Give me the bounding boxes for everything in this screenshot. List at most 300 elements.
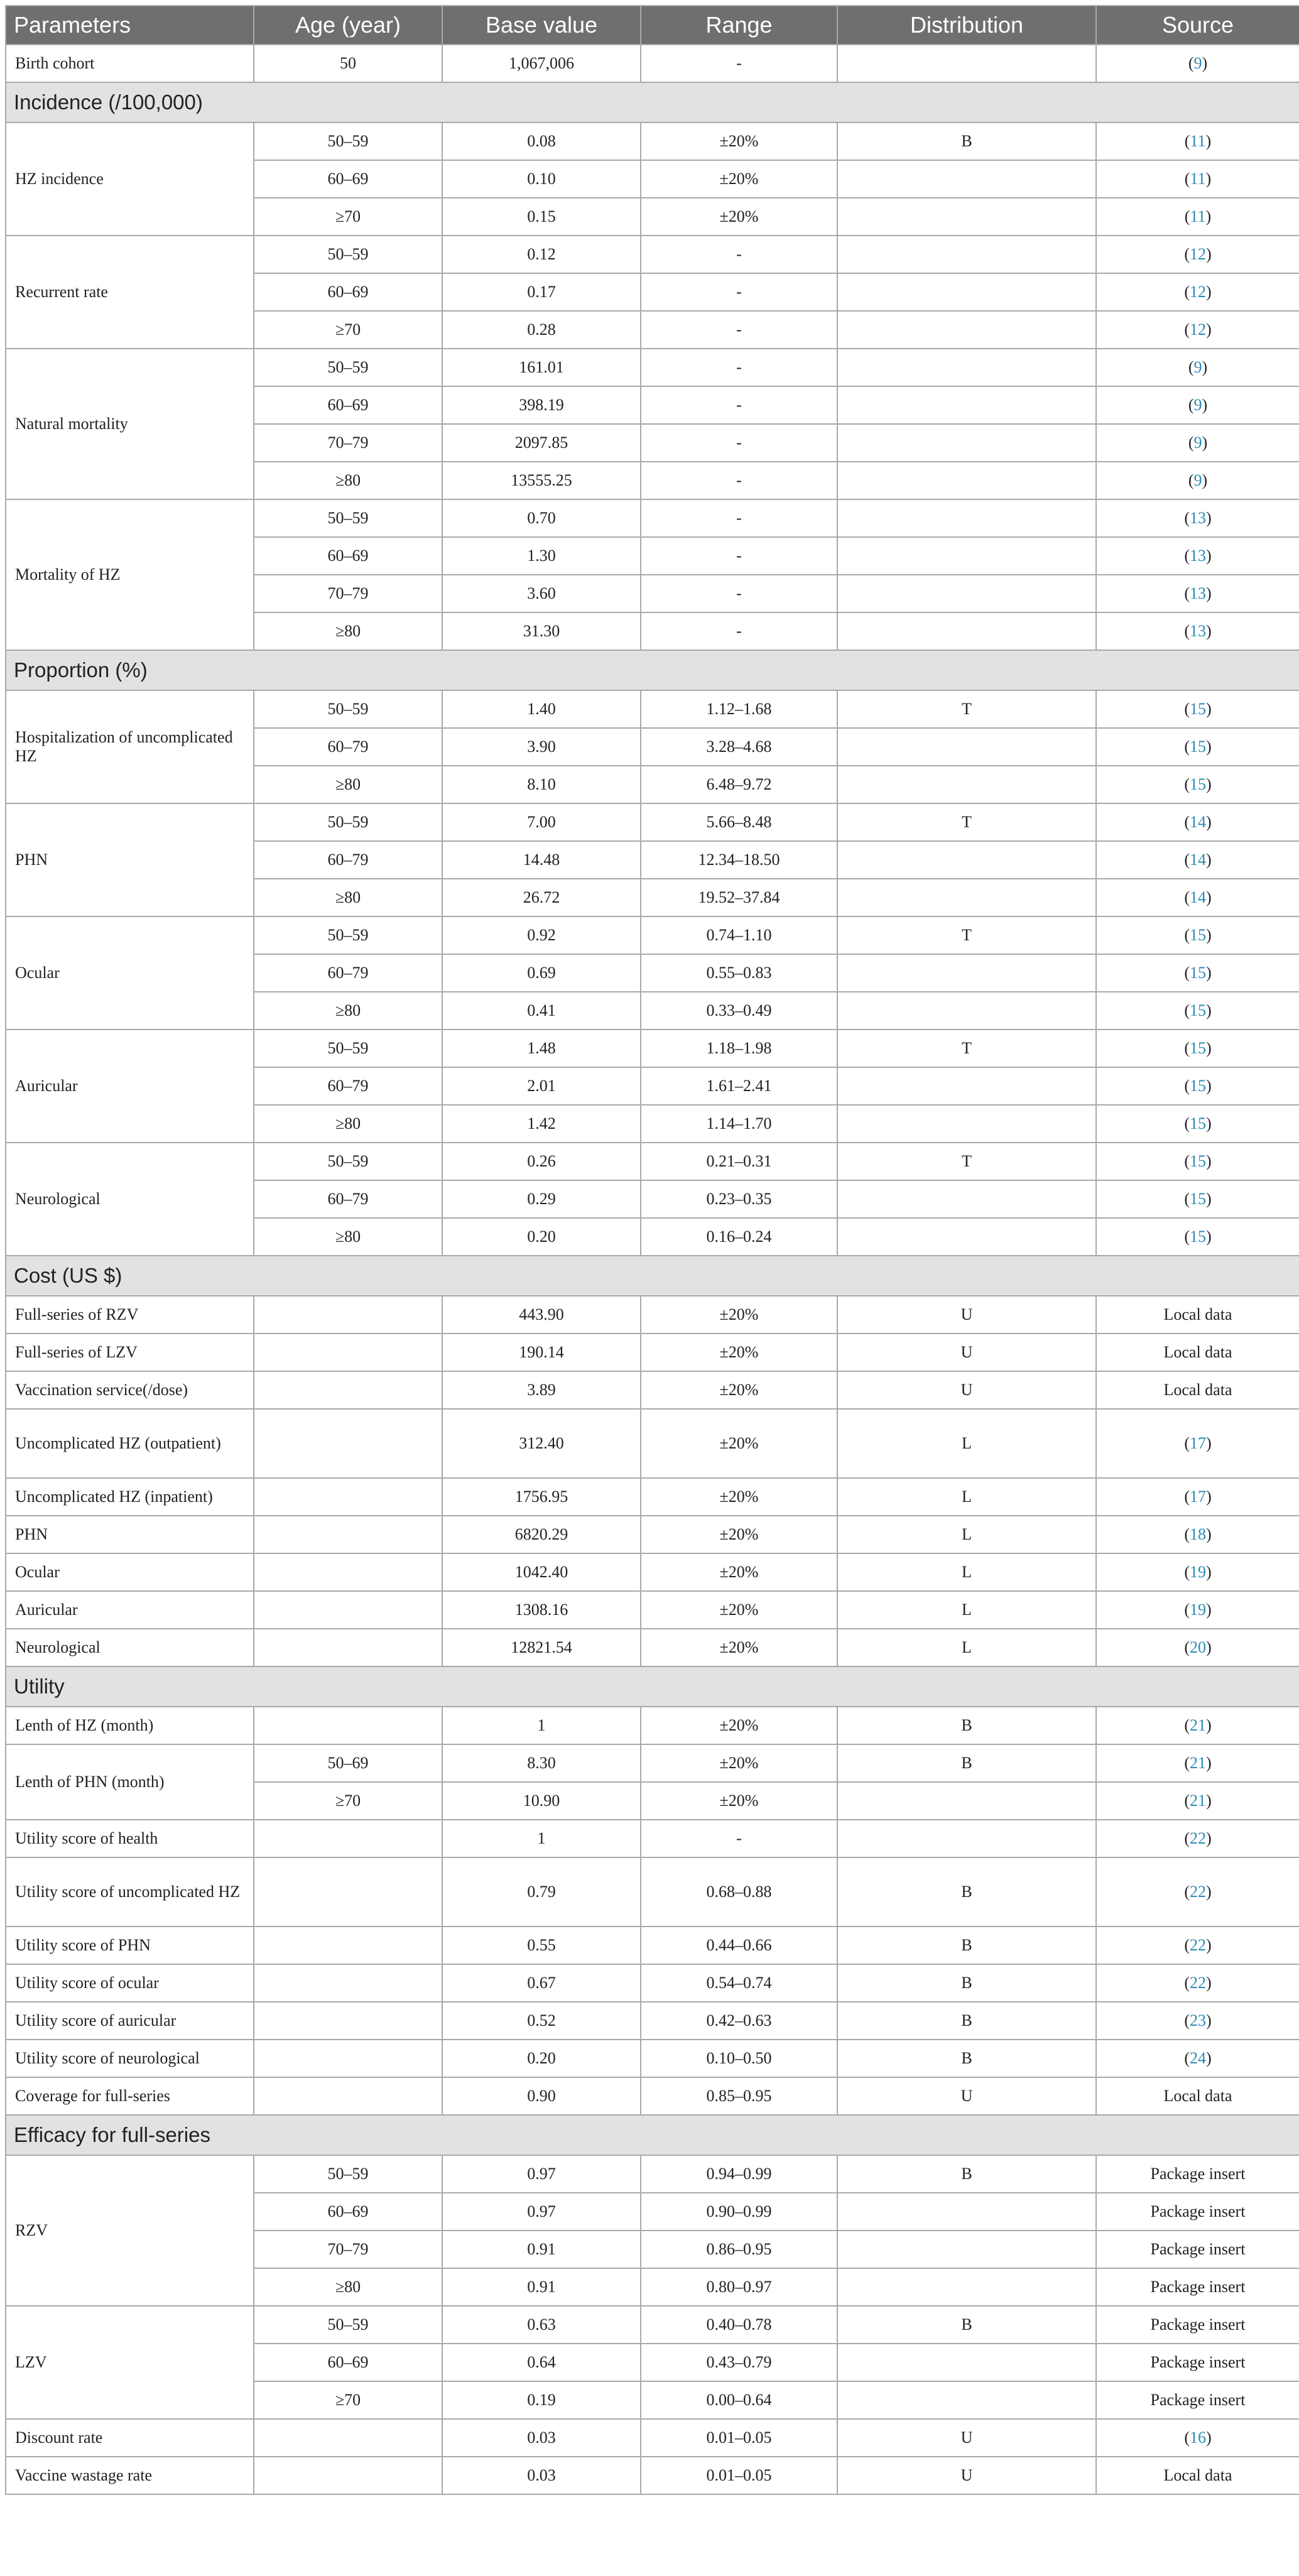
reference-link[interactable]: 9 (1193, 433, 1202, 452)
base-value-cell: 0.20 (442, 1218, 641, 1256)
range-cell: 0.80–0.97 (641, 2268, 837, 2306)
parameter-cell: Uncomplicated HZ (outpatient) (6, 1409, 254, 1478)
age-cell: 50–69 (254, 1744, 442, 1782)
table-row (6, 1629, 1299, 1666)
reference-link[interactable]: 14 (1190, 888, 1206, 906)
base-value-cell: 0.19 (442, 2381, 641, 2419)
source-cell: (9) (1096, 424, 1299, 462)
age-cell: 60–79 (254, 1067, 442, 1105)
source-cell: (19) (1096, 1553, 1299, 1591)
source-cell: Package insert (1096, 2381, 1299, 2419)
distribution-cell: U (837, 1334, 1096, 1371)
distribution-cell: L (837, 1591, 1096, 1629)
table-row (6, 1030, 1299, 1067)
source-cell: (17) (1096, 1478, 1299, 1516)
header-parameters: Parameters (6, 6, 254, 45)
base-value-cell: 0.91 (442, 2268, 641, 2306)
table-row (6, 1143, 1299, 1180)
range-cell: 0.90–0.99 (641, 2193, 837, 2231)
distribution-cell (837, 499, 1096, 537)
age-cell: ≥80 (254, 462, 442, 499)
source-cell: (22) (1096, 1927, 1299, 1964)
range-cell: ±20% (641, 1296, 837, 1334)
base-value-cell: 0.52 (442, 2002, 641, 2040)
section-header-row (6, 1256, 1299, 1296)
distribution-cell (837, 1218, 1096, 1256)
reference-link[interactable]: 9 (1193, 396, 1202, 414)
distribution-cell (837, 311, 1096, 349)
age-cell: 60–69 (254, 386, 442, 424)
range-cell: 0.10–0.50 (641, 2040, 837, 2077)
age-cell: ≥80 (254, 879, 442, 916)
age-cell: 60–79 (254, 1180, 442, 1218)
base-value-cell: 8.10 (442, 766, 641, 803)
distribution-cell (837, 236, 1096, 273)
parameter-cell: Recurrent rate (6, 236, 254, 349)
range-cell: 0.43–0.79 (641, 2344, 837, 2381)
table-row (6, 1553, 1299, 1591)
reference-link[interactable]: 12 (1190, 283, 1206, 301)
reference-link[interactable]: 15 (1190, 1152, 1206, 1170)
source-cell: (9) (1096, 386, 1299, 424)
source-cell: Package insert (1096, 2231, 1299, 2268)
table-row (6, 2040, 1299, 2077)
reference-link[interactable]: 11 (1190, 207, 1206, 226)
table-row (6, 499, 1299, 537)
source-cell: (20) (1096, 1629, 1299, 1666)
table-row (6, 2457, 1299, 2494)
section-label: Efficacy for full-series (6, 2115, 1299, 2155)
table-row (6, 2306, 1299, 2344)
range-cell: ±20% (641, 1371, 837, 1409)
age-cell: 50–59 (254, 916, 442, 954)
reference-link[interactable]: 12 (1190, 320, 1206, 339)
base-value-cell: 0.26 (442, 1143, 641, 1180)
source-cell: (15) (1096, 728, 1299, 766)
table-row (6, 1296, 1299, 1334)
source-cell: (15) (1096, 992, 1299, 1030)
reference-link[interactable]: 15 (1190, 1190, 1206, 1208)
source-cell: Package insert (1096, 2268, 1299, 2306)
range-cell: 6.48–9.72 (641, 766, 837, 803)
range-cell: - (641, 537, 837, 575)
range-cell: ±20% (641, 1591, 837, 1629)
range-cell: - (641, 499, 837, 537)
source-cell: (15) (1096, 916, 1299, 954)
reference-link[interactable]: 16 (1190, 2428, 1206, 2447)
parameter-cell: Uncomplicated HZ (inpatient) (6, 1478, 254, 1516)
parameter-cell: Ocular (6, 916, 254, 1030)
base-value-cell: 0.91 (442, 2231, 641, 2268)
reference-link[interactable]: 15 (1190, 926, 1206, 944)
age-cell: ≥80 (254, 2268, 442, 2306)
distribution-cell: U (837, 2077, 1096, 2115)
reference-link[interactable]: 23 (1190, 2011, 1206, 2030)
reference-link[interactable]: 13 (1190, 584, 1206, 602)
reference-link[interactable]: 19 (1190, 1600, 1206, 1619)
source-cell: Package insert (1096, 2155, 1299, 2193)
age-cell: ≥80 (254, 612, 442, 650)
distribution-cell: U (837, 1371, 1096, 1409)
section-label: Cost (US $) (6, 1256, 1299, 1296)
reference-link[interactable]: 14 (1190, 813, 1206, 831)
base-value-cell: 0.97 (442, 2193, 641, 2231)
distribution-cell: L (837, 1516, 1096, 1553)
distribution-cell (837, 1782, 1096, 1820)
parameter-cell: Mortality of HZ (6, 499, 254, 650)
reference-link[interactable]: 15 (1190, 1227, 1206, 1246)
distribution-cell (837, 954, 1096, 992)
range-cell: - (641, 311, 837, 349)
source-cell: (15) (1096, 1180, 1299, 1218)
reference-link[interactable]: 22 (1190, 1974, 1206, 1992)
distribution-cell (837, 1105, 1096, 1143)
reference-link[interactable]: 15 (1190, 1039, 1206, 1057)
range-cell: 0.21–0.31 (641, 1143, 837, 1180)
parameter-cell: Utility score of uncomplicated HZ (6, 1857, 254, 1927)
base-value-cell: 0.10 (442, 160, 641, 198)
distribution-cell: T (837, 803, 1096, 841)
distribution-cell: B (837, 1707, 1096, 1744)
source-cell: (15) (1096, 1105, 1299, 1143)
distribution-cell: B (837, 1857, 1096, 1927)
base-value-cell: 1042.40 (442, 1553, 641, 1591)
source-cell: (13) (1096, 499, 1299, 537)
source-cell: (15) (1096, 1030, 1299, 1067)
reference-link[interactable]: 15 (1190, 1077, 1206, 1095)
range-cell: 1.12–1.68 (641, 690, 837, 728)
reference-link[interactable]: 24 (1190, 2049, 1206, 2067)
age-cell (254, 2457, 442, 2494)
age-cell (254, 1927, 442, 1964)
range-cell: 0.01–0.05 (641, 2419, 837, 2457)
table-row (6, 2155, 1299, 2193)
age-cell: ≥80 (254, 1218, 442, 1256)
header-distribution: Distribution (837, 6, 1096, 45)
table-row (6, 1591, 1299, 1629)
base-value-cell: 0.67 (442, 1964, 641, 2002)
parameter-cell: Utility score of neurological (6, 2040, 254, 2077)
section-header-row (6, 1666, 1299, 1707)
age-cell: 50–59 (254, 1143, 442, 1180)
reference-link[interactable]: 9 (1193, 54, 1202, 72)
header-source: Source (1096, 6, 1299, 45)
distribution-cell (837, 160, 1096, 198)
table-row (6, 1371, 1299, 1409)
parameter-cell: Vaccination service(/dose) (6, 1371, 254, 1409)
source-cell: Package insert (1096, 2193, 1299, 2231)
section-label: Incidence (/100,000) (6, 82, 1299, 122)
table-row (6, 2002, 1299, 2040)
reference-link[interactable]: 9 (1193, 471, 1202, 489)
age-cell: 60–79 (254, 954, 442, 992)
table-row (6, 1334, 1299, 1371)
distribution-cell: L (837, 1629, 1096, 1666)
source-cell: (11) (1096, 160, 1299, 198)
source-cell: (18) (1096, 1516, 1299, 1553)
distribution-cell: L (837, 1409, 1096, 1478)
base-value-cell: 3.89 (442, 1371, 641, 1409)
source-cell: (14) (1096, 879, 1299, 916)
distribution-cell (837, 879, 1096, 916)
reference-link[interactable]: 21 (1190, 1716, 1206, 1734)
table-row (6, 1707, 1299, 1744)
reference-link[interactable]: 18 (1190, 1525, 1206, 1543)
range-cell: ±20% (641, 1744, 837, 1782)
base-value-cell: 0.64 (442, 2344, 641, 2381)
section-header-row (6, 2115, 1299, 2155)
base-value-cell: 0.15 (442, 198, 641, 236)
reference-link[interactable]: 15 (1190, 1114, 1206, 1133)
range-cell: 3.28–4.68 (641, 728, 837, 766)
header-age: Age (year) (254, 6, 442, 45)
parameter-cell: Utility score of health (6, 1820, 254, 1857)
source-cell: (22) (1096, 1857, 1299, 1927)
distribution-cell: U (837, 1296, 1096, 1334)
reference-link[interactable]: 13 (1190, 546, 1206, 565)
reference-link[interactable]: 20 (1190, 1638, 1206, 1656)
source-cell: Local data (1096, 2457, 1299, 2494)
range-cell: 0.55–0.83 (641, 954, 837, 992)
base-value-cell: 0.41 (442, 992, 641, 1030)
distribution-cell (837, 537, 1096, 575)
range-cell: 1.18–1.98 (641, 1030, 837, 1067)
distribution-cell (837, 2344, 1096, 2381)
range-cell: 0.74–1.10 (641, 916, 837, 954)
base-value-cell: 0.29 (442, 1180, 641, 1218)
source-cell: (21) (1096, 1782, 1299, 1820)
table-header-row (6, 6, 1299, 45)
distribution-cell: T (837, 1030, 1096, 1067)
distribution-cell (837, 349, 1096, 386)
age-cell: 60–79 (254, 728, 442, 766)
distribution-cell: T (837, 690, 1096, 728)
table-row (6, 122, 1299, 160)
range-cell: ±20% (641, 160, 837, 198)
table-row (6, 2077, 1299, 2115)
distribution-cell: B (837, 2002, 1096, 2040)
base-value-cell: 2097.85 (442, 424, 641, 462)
reference-link[interactable]: 22 (1190, 1883, 1206, 1901)
range-cell: 0.86–0.95 (641, 2231, 837, 2268)
base-value-cell: 0.08 (442, 122, 641, 160)
range-cell: - (641, 386, 837, 424)
age-cell: ≥70 (254, 2381, 442, 2419)
table-row (6, 916, 1299, 954)
base-value-cell: 0.69 (442, 954, 641, 992)
base-value-cell: 0.03 (442, 2457, 641, 2494)
reference-link[interactable]: 15 (1190, 700, 1206, 718)
reference-link[interactable]: 17 (1190, 1434, 1206, 1452)
reference-link[interactable]: 15 (1190, 737, 1206, 756)
parameter-cell: PHN (6, 1516, 254, 1553)
base-value-cell: 10.90 (442, 1782, 641, 1820)
distribution-cell (837, 424, 1096, 462)
range-cell: 0.16–0.24 (641, 1218, 837, 1256)
section-header-row (6, 82, 1299, 122)
range-cell: - (641, 273, 837, 311)
reference-link[interactable]: 17 (1190, 1487, 1206, 1506)
distribution-cell (837, 273, 1096, 311)
range-cell: ±20% (641, 122, 837, 160)
reference-link[interactable]: 13 (1190, 509, 1206, 527)
distribution-cell (837, 992, 1096, 1030)
reference-link[interactable]: 21 (1190, 1791, 1206, 1810)
range-cell: 1.14–1.70 (641, 1105, 837, 1143)
source-cell: (16) (1096, 2419, 1299, 2457)
distribution-cell (837, 2231, 1096, 2268)
base-value-cell: 1756.95 (442, 1478, 641, 1516)
base-value-cell: 0.20 (442, 2040, 641, 2077)
distribution-cell: L (837, 1553, 1096, 1591)
base-value-cell: 0.90 (442, 2077, 641, 2115)
reference-link[interactable]: 21 (1190, 1754, 1206, 1772)
table-row (6, 1516, 1299, 1553)
base-value-cell: 2.01 (442, 1067, 641, 1105)
source-cell: (13) (1096, 537, 1299, 575)
range-cell: ±20% (641, 1478, 837, 1516)
base-value-cell: 0.17 (442, 273, 641, 311)
range-cell: 0.00–0.64 (641, 2381, 837, 2419)
range-cell: ±20% (641, 198, 837, 236)
reference-link[interactable]: 12 (1190, 245, 1206, 263)
base-value-cell: 1.30 (442, 537, 641, 575)
parameter-cell: Discount rate (6, 2419, 254, 2457)
range-cell: 0.85–0.95 (641, 2077, 837, 2115)
reference-link[interactable]: 15 (1190, 1001, 1206, 1019)
source-cell: (12) (1096, 236, 1299, 273)
range-cell: - (641, 45, 837, 82)
section-label: Utility (6, 1666, 1299, 1707)
range-cell: 12.34–18.50 (641, 841, 837, 879)
age-cell: ≥80 (254, 1105, 442, 1143)
parameter-cell: Birth cohort (6, 45, 254, 82)
base-value-cell: 1.42 (442, 1105, 641, 1143)
distribution-cell (837, 2268, 1096, 2306)
base-value-cell: 0.55 (442, 1927, 641, 1964)
distribution-cell: B (837, 2306, 1096, 2344)
base-value-cell: 12821.54 (442, 1629, 641, 1666)
age-cell (254, 2002, 442, 2040)
source-cell: (13) (1096, 575, 1299, 612)
age-cell: ≥80 (254, 992, 442, 1030)
source-cell: (22) (1096, 1820, 1299, 1857)
age-cell: 50–59 (254, 690, 442, 728)
age-cell (254, 2040, 442, 2077)
range-cell: ±20% (641, 1334, 837, 1371)
age-cell (254, 1516, 442, 1553)
range-cell: - (641, 462, 837, 499)
reference-link[interactable]: 14 (1190, 851, 1206, 869)
age-cell: 60–69 (254, 2193, 442, 2231)
age-cell (254, 1629, 442, 1666)
source-cell: (9) (1096, 349, 1299, 386)
age-cell (254, 1478, 442, 1516)
reference-link[interactable]: 9 (1193, 358, 1202, 376)
base-value-cell: 0.12 (442, 236, 641, 273)
base-value-cell: 14.48 (442, 841, 641, 879)
reference-link[interactable]: 11 (1190, 170, 1206, 188)
age-cell: 50–59 (254, 803, 442, 841)
reference-link[interactable]: 15 (1190, 775, 1206, 793)
age-cell (254, 1820, 442, 1857)
age-cell: 50 (254, 45, 442, 82)
reference-link[interactable]: 11 (1190, 132, 1206, 150)
range-cell: 5.66–8.48 (641, 803, 837, 841)
age-cell: 70–79 (254, 575, 442, 612)
age-cell (254, 1334, 442, 1371)
base-value-cell: 0.97 (442, 2155, 641, 2193)
source-cell: Local data (1096, 1296, 1299, 1334)
source-cell: (17) (1096, 1409, 1299, 1478)
base-value-cell: 1308.16 (442, 1591, 641, 1629)
age-cell (254, 1409, 442, 1478)
age-cell (254, 2419, 442, 2457)
table-row (6, 1964, 1299, 2002)
parameter-cell: Utility score of ocular (6, 1964, 254, 2002)
table-row (6, 45, 1299, 82)
table-row (6, 690, 1299, 728)
base-value-cell: 1.48 (442, 1030, 641, 1067)
range-cell: - (641, 349, 837, 386)
distribution-cell: T (837, 1143, 1096, 1180)
distribution-cell (837, 2193, 1096, 2231)
range-cell: 0.94–0.99 (641, 2155, 837, 2193)
reference-link[interactable]: 22 (1190, 1936, 1206, 1954)
distribution-cell: T (837, 916, 1096, 954)
parameters-table (5, 5, 1299, 2495)
parameter-cell: Utility score of auricular (6, 2002, 254, 2040)
range-cell: ±20% (641, 1516, 837, 1553)
age-cell: 50–59 (254, 2155, 442, 2193)
base-value-cell: 398.19 (442, 386, 641, 424)
reference-link[interactable]: 19 (1190, 1563, 1206, 1581)
distribution-cell: B (837, 1744, 1096, 1782)
base-value-cell: 0.28 (442, 311, 641, 349)
distribution-cell (837, 462, 1096, 499)
parameter-cell: Neurological (6, 1143, 254, 1256)
table-row (6, 803, 1299, 841)
age-cell (254, 1964, 442, 2002)
age-cell (254, 1857, 442, 1927)
distribution-cell: U (837, 2419, 1096, 2457)
parameter-cell: RZV (6, 2155, 254, 2306)
source-cell: (15) (1096, 690, 1299, 728)
parameter-cell: Utility score of PHN (6, 1927, 254, 1964)
parameter-cell: Lenth of HZ (month) (6, 1707, 254, 1744)
source-cell: (23) (1096, 2002, 1299, 2040)
source-cell: (12) (1096, 273, 1299, 311)
parameter-cell: Lenth of PHN (month) (6, 1744, 254, 1820)
source-cell: (14) (1096, 841, 1299, 879)
header-range: Range (641, 6, 837, 45)
age-cell: 50–59 (254, 499, 442, 537)
section-header-row (6, 650, 1299, 690)
parameter-cell: LZV (6, 2306, 254, 2419)
age-cell: 50–59 (254, 2306, 442, 2344)
reference-link[interactable]: 22 (1190, 1829, 1206, 1847)
reference-link[interactable]: 15 (1190, 964, 1206, 982)
base-value-cell: 1.40 (442, 690, 641, 728)
source-cell: (19) (1096, 1591, 1299, 1629)
age-cell: 50–59 (254, 1030, 442, 1067)
age-cell: ≥70 (254, 311, 442, 349)
base-value-cell: 0.63 (442, 2306, 641, 2344)
parameter-cell: Natural mortality (6, 349, 254, 499)
range-cell: - (641, 424, 837, 462)
base-value-cell: 3.60 (442, 575, 641, 612)
reference-link[interactable]: 13 (1190, 622, 1206, 640)
